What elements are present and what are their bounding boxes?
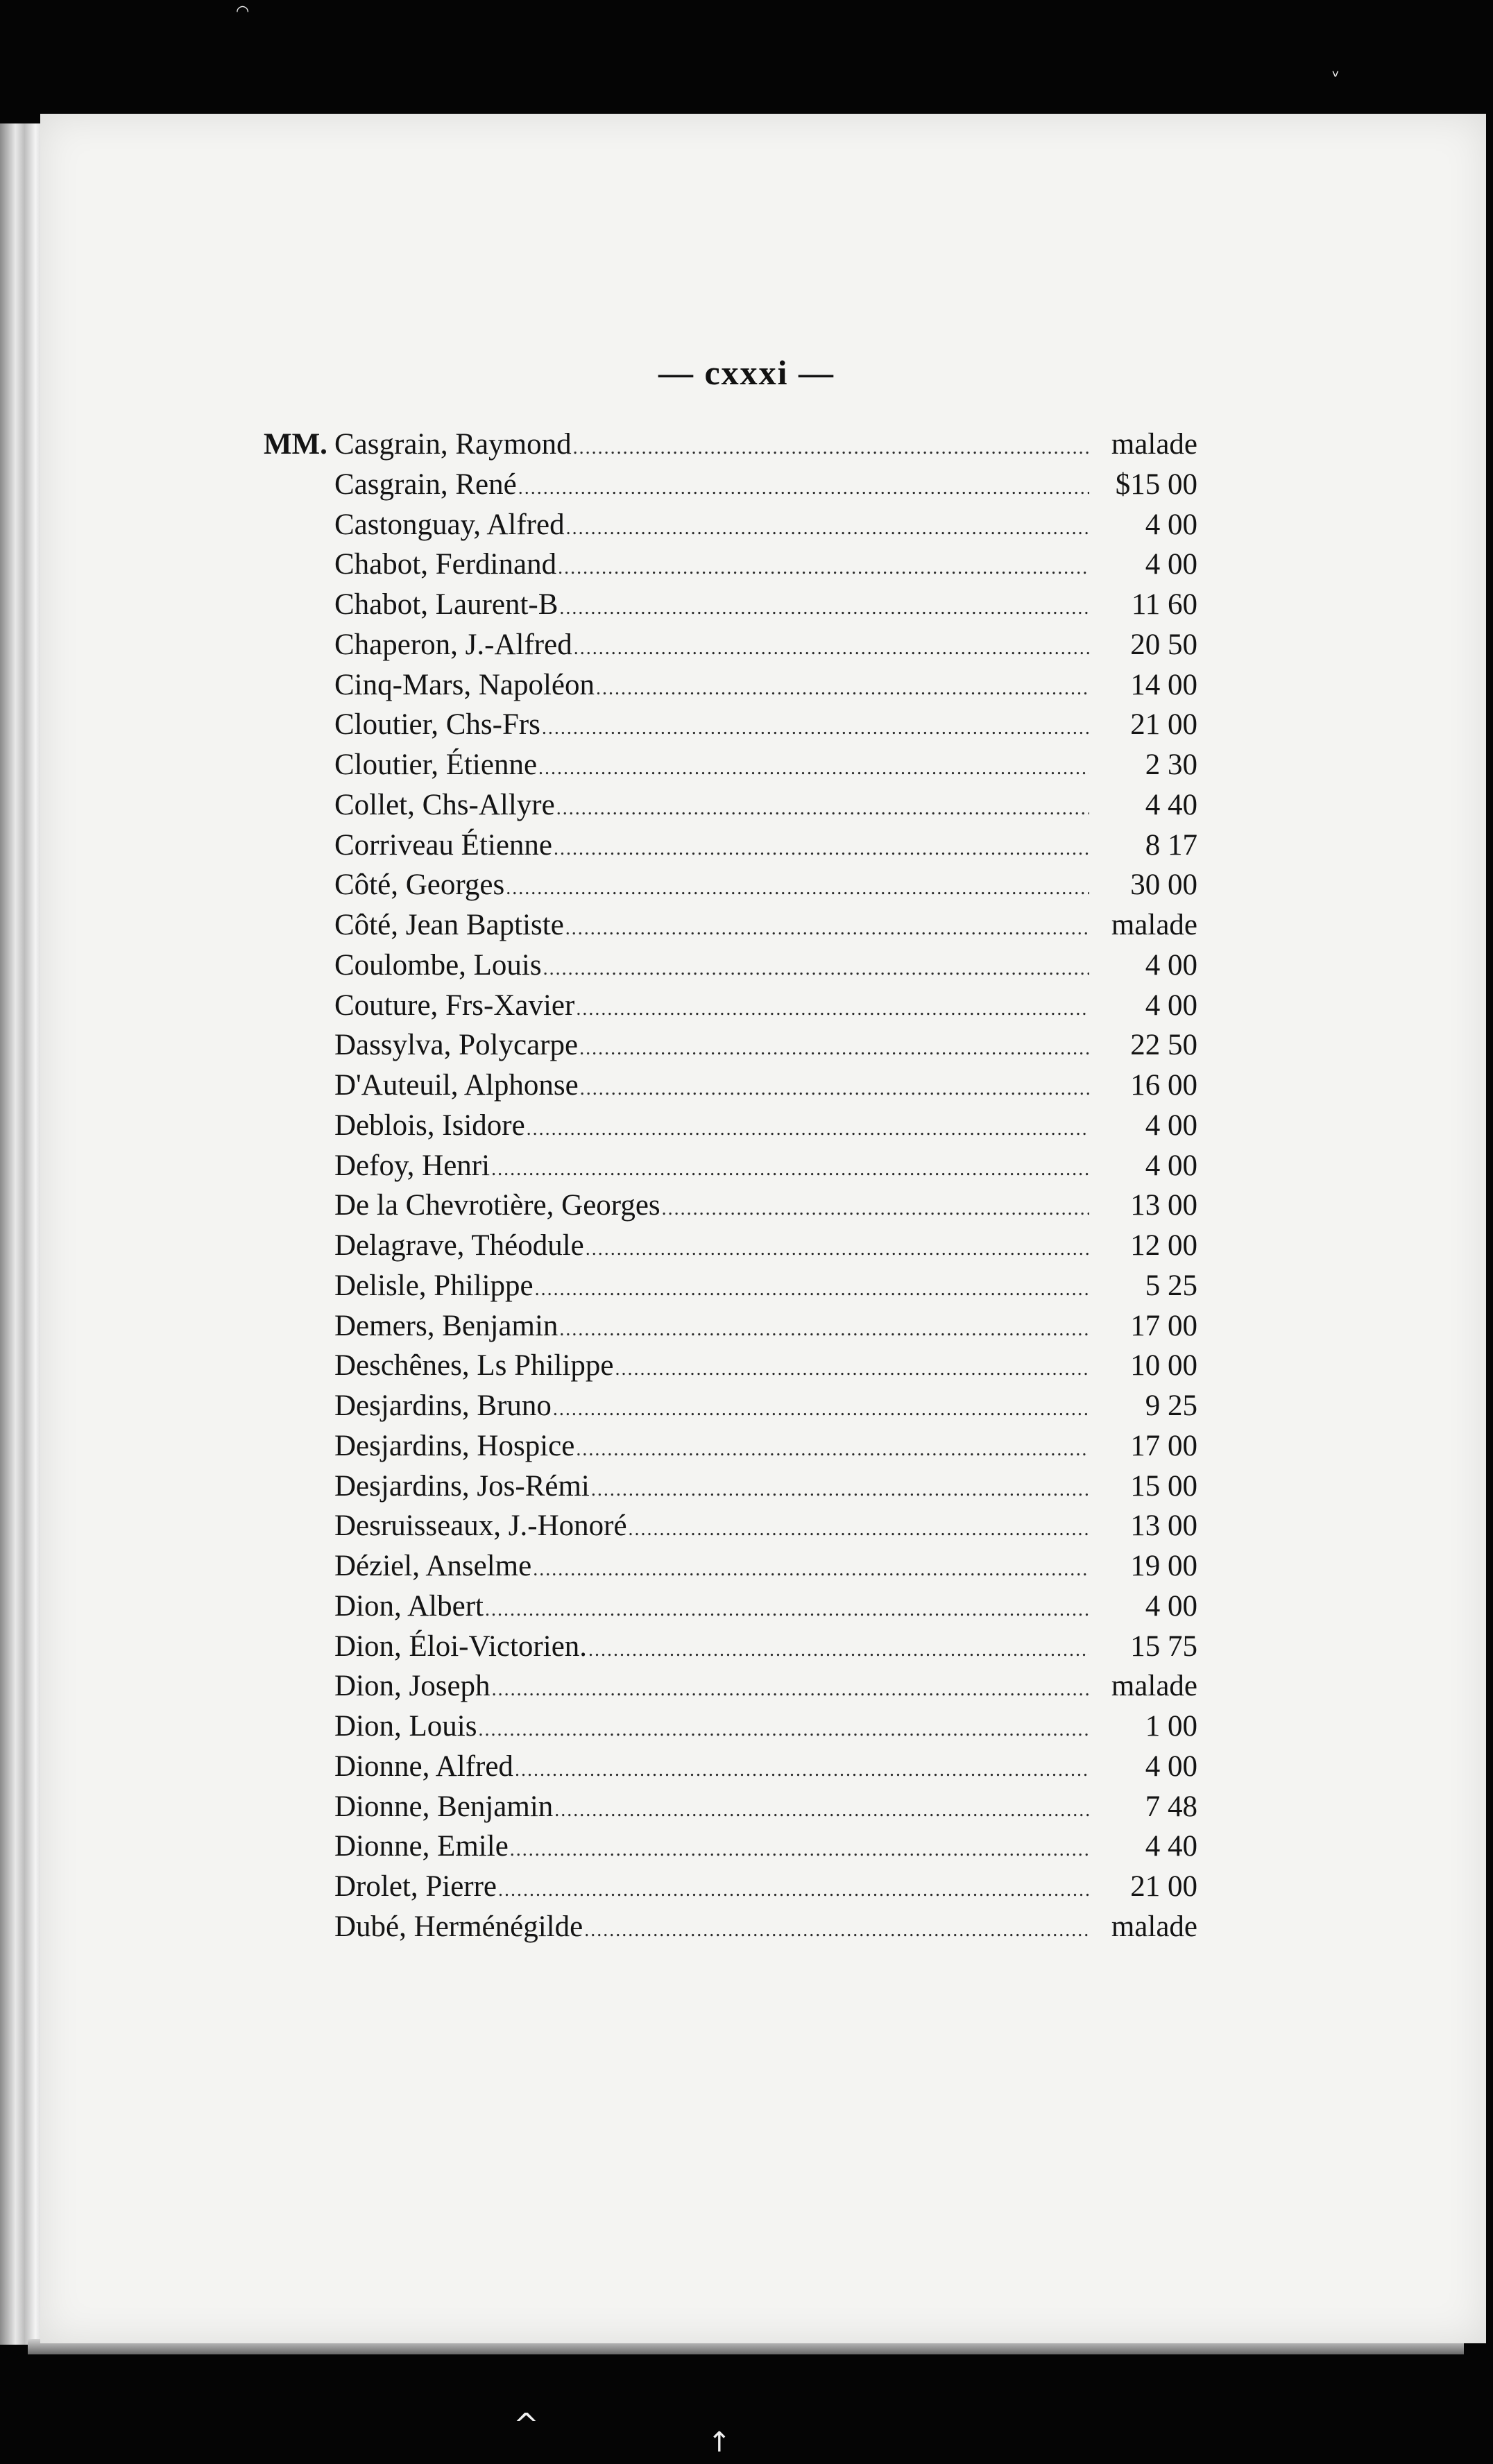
contribution-amount: 17 00 (1130, 1429, 1197, 1462)
contribution-amount: 19 00 (1130, 1550, 1197, 1582)
contribution-amount: 16 00 (1130, 1069, 1197, 1102)
entry-line (334, 1266, 1197, 1310)
dot-leader (559, 588, 1089, 628)
dot-leader (558, 548, 1089, 588)
contribution-amount: 4 00 (1145, 1589, 1197, 1623)
entry-line (334, 946, 1197, 989)
member-name: Casgrain, Raymond (334, 428, 572, 461)
dot-leader (556, 789, 1089, 829)
contribution-amount: 22 50 (1130, 1029, 1197, 1062)
contribution-amount: 4 00 (1145, 948, 1197, 982)
member-name: Demers, Benjamin (334, 1309, 558, 1342)
dot-leader (542, 708, 1089, 748)
dot-leader (629, 1509, 1089, 1550)
entry-line (334, 1706, 1197, 1750)
member-name: Dion, Albert (334, 1589, 484, 1623)
contribution-amount: 4 00 (1145, 508, 1197, 541)
entry-line (334, 785, 1197, 829)
member-name: D'Auteuil, Alphonse (334, 1069, 579, 1102)
entry-line (334, 1025, 1197, 1069)
member-name: Collet, Chs-Allyre (334, 788, 555, 821)
dot-leader (554, 1790, 1089, 1831)
member-name: Desjardins, Bruno (334, 1389, 552, 1422)
scan-artifact: ^ (513, 2407, 539, 2442)
list-item (264, 1386, 1197, 1426)
list-item (264, 1907, 1197, 1947)
honorific-prefix: MM. (264, 428, 327, 461)
dot-leader (588, 1630, 1089, 1670)
list-item (264, 1666, 1197, 1706)
contribution-amount: 13 00 (1130, 1509, 1197, 1543)
member-name: Dion, Éloi-Victorien. (334, 1629, 588, 1663)
entry-line (334, 1346, 1197, 1389)
member-name: Dion, Louis (334, 1710, 477, 1743)
list-item (264, 1826, 1197, 1867)
entry-line (334, 1066, 1197, 1109)
dot-leader (535, 1269, 1089, 1310)
contribution-amount: 21 00 (1130, 1870, 1197, 1903)
list-item (264, 1306, 1197, 1346)
list-item (264, 745, 1197, 785)
entry-line (334, 425, 1197, 468)
member-name: Côté, Jean Baptiste (334, 909, 564, 941)
list-item (264, 425, 1197, 465)
entry-line (334, 545, 1197, 588)
dot-leader (573, 428, 1089, 468)
list-item (264, 625, 1197, 665)
contribution-amount: malade (1111, 1670, 1197, 1703)
dot-leader (662, 1189, 1089, 1229)
entry-line (334, 665, 1197, 709)
member-name: Desjardins, Hospice (334, 1429, 575, 1462)
list-item (264, 1346, 1197, 1386)
contribution-amount: malade (1111, 1910, 1197, 1943)
contribution-amount: 1 00 (1145, 1710, 1197, 1743)
entry-line (334, 1787, 1197, 1831)
entry-line (334, 585, 1197, 628)
entry-line (334, 1226, 1197, 1269)
entry-line (334, 986, 1197, 1029)
list-item (264, 1586, 1197, 1627)
member-name: Cinq-Mars, Napoléon (334, 668, 595, 701)
entry-line (334, 1146, 1197, 1190)
member-name: Cloutier, Chs-Frs (334, 708, 540, 742)
entry-line (334, 1426, 1197, 1470)
contribution-amount: 4 40 (1145, 788, 1197, 821)
list-item (264, 1706, 1197, 1747)
entry-line (334, 1186, 1197, 1229)
list-item (264, 1106, 1197, 1146)
member-name: Casgrain, René (334, 468, 517, 501)
contribution-amount: 7 48 (1145, 1790, 1197, 1823)
list-item (264, 1546, 1197, 1586)
entry-line (334, 905, 1197, 949)
member-name: Chaperon, J.-Alfred (334, 628, 572, 661)
member-name: Deschênes, Ls Philippe (334, 1349, 614, 1383)
list-item (264, 1747, 1197, 1787)
member-name: Deblois, Isidore (334, 1109, 525, 1142)
scan-artifact: ᵛ (1332, 67, 1340, 87)
list-item (264, 1066, 1197, 1106)
member-name: Dionne, Alfred (334, 1749, 513, 1783)
member-name: Defoy, Henri (334, 1149, 490, 1182)
list-item (264, 905, 1197, 946)
dot-leader (478, 1710, 1089, 1750)
entry-line (334, 1106, 1197, 1149)
dot-leader (510, 1830, 1089, 1870)
dot-leader (565, 909, 1089, 949)
member-name: Corriveau Étienne (334, 828, 553, 862)
list-item (264, 1146, 1197, 1186)
entry-line (334, 1627, 1197, 1670)
contribution-amount: 5 25 (1145, 1269, 1197, 1302)
contribution-amount: 8 17 (1145, 828, 1197, 862)
entry-line (334, 1826, 1197, 1870)
member-name: Déziel, Anselme (334, 1550, 532, 1582)
page-stack-edge (0, 123, 44, 2345)
contribution-amount: malade (1111, 909, 1197, 941)
entry-line (334, 1586, 1197, 1630)
list-item (264, 705, 1197, 745)
entry-line (334, 1546, 1197, 1590)
scan-artifact: ↑ (708, 2427, 731, 2458)
contribution-amount: $15 00 (1115, 468, 1197, 501)
list-item (264, 785, 1197, 825)
dot-leader (491, 1149, 1089, 1190)
dot-leader (566, 508, 1089, 549)
list-item (264, 1506, 1197, 1546)
contribution-amount: 4 00 (1145, 1109, 1197, 1142)
member-name: De la Chevrotière, Georges (334, 1189, 660, 1222)
dot-leader (485, 1590, 1089, 1630)
list-item (264, 1266, 1197, 1306)
member-name: Dionne, Benjamin (334, 1790, 554, 1823)
list-item (264, 865, 1197, 905)
dot-leader (584, 1910, 1089, 1951)
member-name: Dion, Joseph (334, 1670, 490, 1703)
member-name: Couture, Frs-Xavier (334, 989, 575, 1022)
dot-leader (492, 1670, 1089, 1710)
dot-leader (506, 869, 1089, 909)
dot-leader (518, 468, 1089, 508)
contribution-amount: 4 00 (1145, 1749, 1197, 1783)
entry-line (334, 705, 1197, 748)
entry-line (334, 625, 1197, 669)
dot-leader (559, 1310, 1089, 1350)
dot-leader (498, 1870, 1089, 1910)
entry-line (334, 1506, 1197, 1550)
list-item (264, 545, 1197, 585)
dot-leader (543, 949, 1089, 989)
member-name: Côté, Georges (334, 869, 505, 902)
entry-line (334, 865, 1197, 909)
dot-leader (615, 1349, 1089, 1389)
contribution-amount: 11 60 (1131, 588, 1197, 621)
entry-line (334, 465, 1197, 508)
list-item (264, 1186, 1197, 1226)
contribution-amount: 4 00 (1145, 548, 1197, 581)
member-name: Coulombe, Louis (334, 948, 542, 982)
member-name: Dionne, Emile (334, 1830, 509, 1863)
entry-line (334, 1306, 1197, 1350)
dot-leader (576, 1430, 1089, 1470)
contribution-amount: 13 00 (1130, 1189, 1197, 1222)
dot-leader (553, 1389, 1089, 1430)
dot-leader (515, 1750, 1089, 1790)
contribution-amount: 15 75 (1130, 1629, 1197, 1663)
member-name: Dubé, Herménégilde (334, 1910, 583, 1943)
list-item (264, 1867, 1197, 1907)
dot-leader (580, 1069, 1089, 1109)
entry-line (334, 1867, 1197, 1910)
contribution-amount: 15 00 (1130, 1469, 1197, 1503)
member-name: Desruisseaux, J.-Honoré (334, 1509, 627, 1543)
entry-line (334, 1747, 1197, 1790)
dot-leader (538, 748, 1089, 789)
list-item (264, 1466, 1197, 1507)
contribution-amount: 21 00 (1130, 708, 1197, 742)
contribution-amount: 17 00 (1130, 1309, 1197, 1342)
list-item (264, 585, 1197, 625)
scan-artifact: ◠ (236, 3, 250, 20)
contribution-amount: 20 50 (1130, 628, 1197, 661)
list-item (264, 1226, 1197, 1266)
list-item (264, 946, 1197, 986)
contribution-amount: 10 00 (1130, 1349, 1197, 1383)
dot-leader (576, 989, 1089, 1029)
dot-leader (533, 1550, 1089, 1590)
subscription-list (264, 425, 1197, 1947)
member-name: Dassylva, Polycarpe (334, 1029, 579, 1062)
entry-line (334, 1666, 1197, 1710)
contribution-amount: 30 00 (1130, 869, 1197, 902)
dot-leader (527, 1109, 1089, 1149)
list-item (264, 986, 1197, 1026)
dot-leader (574, 628, 1089, 669)
entry-line (334, 1386, 1197, 1430)
member-name: Desjardins, Jos-Rémi (334, 1469, 590, 1503)
member-name: Cloutier, Étienne (334, 748, 538, 781)
contribution-amount: 4 40 (1145, 1830, 1197, 1863)
member-name: Chabot, Ferdinand (334, 548, 557, 581)
member-name: Drolet, Pierre (334, 1870, 497, 1903)
entry-line (334, 505, 1197, 549)
entry-line (334, 1907, 1197, 1951)
list-item (264, 1025, 1197, 1066)
contribution-amount: 2 30 (1145, 748, 1197, 781)
dot-leader (554, 829, 1089, 869)
member-name: Delagrave, Théodule (334, 1229, 584, 1262)
contribution-amount: 14 00 (1130, 668, 1197, 701)
list-item (264, 505, 1197, 545)
list-item (264, 465, 1197, 505)
member-name: Castonguay, Alfred (334, 508, 565, 541)
entry-line (334, 825, 1197, 869)
contribution-amount: malade (1111, 428, 1197, 461)
dot-leader (586, 1229, 1089, 1269)
dot-leader (579, 1029, 1089, 1069)
list-item (264, 1426, 1197, 1466)
member-name: Delisle, Philippe (334, 1269, 534, 1302)
contribution-amount: 4 00 (1145, 1149, 1197, 1182)
entry-line (334, 1466, 1197, 1510)
contribution-amount: 4 00 (1145, 989, 1197, 1022)
list-item (264, 825, 1197, 866)
page-number-header: — cxxxi — (658, 353, 835, 392)
list-item (264, 1627, 1197, 1667)
contribution-amount: 12 00 (1130, 1229, 1197, 1262)
list-item (264, 1787, 1197, 1827)
member-name: Chabot, Laurent-B (334, 588, 558, 621)
list-item (264, 665, 1197, 705)
dot-leader (591, 1470, 1089, 1510)
entry-line (334, 745, 1197, 789)
dot-leader (596, 669, 1089, 709)
contribution-amount: 9 25 (1145, 1389, 1197, 1422)
